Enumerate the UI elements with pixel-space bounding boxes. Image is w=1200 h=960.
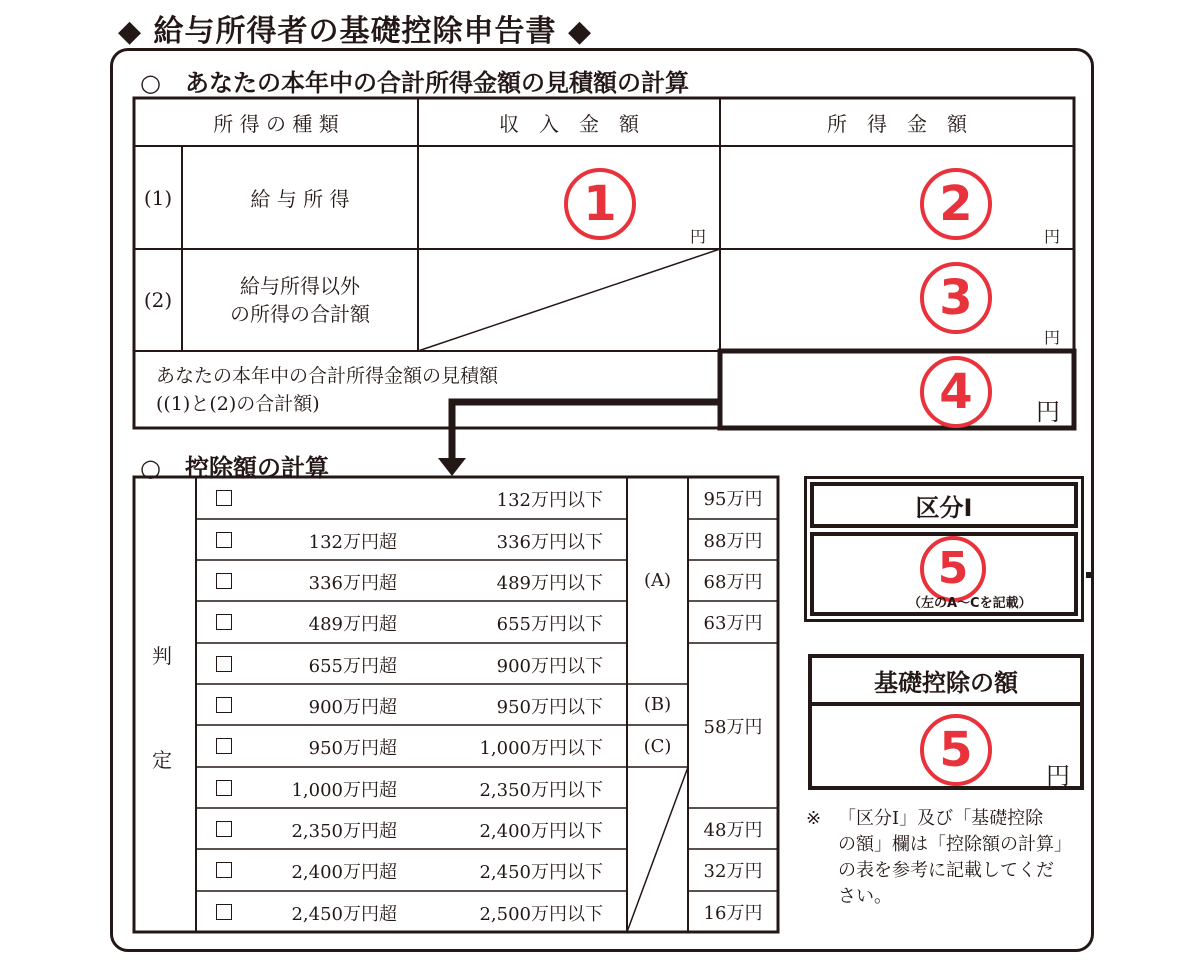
range-to: 2,400万円以下 bbox=[479, 821, 603, 842]
footnote-line2: の額」欄は「控除額の計算」 bbox=[838, 834, 1072, 855]
row2-label-line1: 給与所得以外 bbox=[240, 274, 360, 298]
range-checkbox[interactable] bbox=[216, 862, 232, 878]
range-row bbox=[196, 643, 627, 684]
section2-heading: ○ 控除額の計算 bbox=[140, 454, 329, 482]
kubun-tick bbox=[1086, 572, 1092, 578]
range-to: 900万円以下 bbox=[496, 656, 603, 677]
row1-label: 給 与 所 得 bbox=[250, 187, 350, 211]
total-label-line2: ((1)と(2)の合計額) bbox=[156, 393, 320, 415]
amount-63: 63万円 bbox=[703, 613, 763, 634]
header-income-type: 所 得 の 種 類 bbox=[213, 111, 339, 136]
range-from: 950万円超 bbox=[308, 738, 397, 759]
range-checkbox[interactable] bbox=[216, 614, 232, 630]
range-from: 2,350万円超 bbox=[291, 821, 397, 842]
range-to: 336万円以下 bbox=[496, 532, 603, 553]
range-rows bbox=[196, 477, 627, 932]
range-to: 2,500万円以下 bbox=[479, 904, 603, 925]
range-checkbox[interactable] bbox=[216, 697, 232, 713]
footnote-line3: の表を参考に記載してくだ bbox=[838, 860, 1054, 881]
row1-amount-yen: 円 bbox=[1044, 227, 1061, 246]
header-income-total: 所 得 金 額 bbox=[827, 111, 967, 136]
range-row bbox=[196, 891, 627, 932]
range-row bbox=[196, 725, 627, 767]
range-row bbox=[196, 684, 627, 725]
amount-32: 32万円 bbox=[703, 861, 763, 882]
mark-2: 2 bbox=[920, 168, 992, 240]
range-checkbox[interactable] bbox=[216, 738, 232, 754]
range-row bbox=[196, 849, 627, 891]
row1-income-yen: 円 bbox=[690, 227, 707, 246]
row1-number: (1) bbox=[143, 185, 173, 210]
range-to: 2,350万円以下 bbox=[479, 780, 603, 801]
range-checkbox[interactable] bbox=[216, 656, 232, 672]
mark-1: 1 bbox=[564, 168, 636, 240]
range-checkbox[interactable] bbox=[216, 904, 232, 920]
range-from: 132万円超 bbox=[308, 532, 397, 553]
range-from: 2,450万円超 bbox=[291, 904, 397, 925]
range-from: 2,400万円超 bbox=[291, 862, 397, 883]
range-to: 489万円以下 bbox=[496, 573, 603, 594]
footnote-line4: さい。 bbox=[838, 886, 892, 907]
judge-label-bottom: 定 bbox=[152, 748, 172, 772]
form-title: ◆ 給与所得者の基礎控除申告書 ◆ bbox=[118, 14, 593, 49]
range-row bbox=[196, 560, 627, 601]
footnote bbox=[838, 806, 1072, 910]
range-to: 2,450万円以下 bbox=[479, 862, 603, 883]
header-income-amount: 収 入 金 額 bbox=[499, 111, 639, 136]
row2-amount-yen: 円 bbox=[1044, 328, 1061, 347]
kubun-header: 区分Ⅰ bbox=[810, 482, 1078, 528]
judge-label-top: 判 bbox=[152, 644, 172, 668]
range-row bbox=[196, 767, 627, 808]
range-checkbox[interactable] bbox=[216, 573, 232, 589]
mark-5-deduction: 5 bbox=[920, 714, 992, 786]
range-from: 655万円超 bbox=[308, 656, 397, 677]
mark-3: 3 bbox=[920, 262, 992, 334]
range-from: 1,000万円超 bbox=[291, 780, 397, 801]
amount-16: 16万円 bbox=[703, 902, 763, 924]
range-checkbox[interactable] bbox=[216, 780, 232, 796]
range-to: 655万円以下 bbox=[496, 614, 603, 635]
range-to: 1,000万円以下 bbox=[479, 738, 603, 759]
range-to: 132万円以下 bbox=[496, 490, 603, 511]
amount-58: 58万円 bbox=[703, 716, 763, 738]
category-a: (A) bbox=[643, 570, 672, 591]
range-checkbox[interactable] bbox=[216, 490, 232, 506]
range-row bbox=[196, 519, 627, 560]
range-checkbox[interactable] bbox=[216, 821, 232, 837]
footnote-line1: 「区分Ⅰ」及び「基礎控除 bbox=[838, 808, 1044, 829]
range-row bbox=[196, 477, 627, 519]
range-from: 900万円超 bbox=[308, 697, 397, 718]
category-b: (B) bbox=[643, 694, 672, 715]
total-label-line1: あなたの本年中の合計所得金額の見積額 bbox=[156, 365, 499, 387]
amount-95: 95万円 bbox=[703, 489, 763, 510]
range-row bbox=[196, 808, 627, 849]
deduction-header: 基礎控除の額 bbox=[808, 654, 1084, 706]
range-checkbox[interactable] bbox=[216, 532, 232, 548]
range-from: 489万円超 bbox=[308, 614, 397, 635]
range-to: 950万円以下 bbox=[496, 697, 603, 718]
amount-88: 88万円 bbox=[703, 530, 763, 552]
mark-5-kubun: 5 bbox=[920, 536, 986, 602]
section1-heading: ○ あなたの本年中の合計所得金額の見積額の計算 bbox=[140, 69, 689, 97]
row2-number: (2) bbox=[143, 288, 173, 312]
footnote-mark: ※ bbox=[806, 808, 822, 829]
amount-68: 68万円 bbox=[703, 571, 763, 593]
total-yen: 円 bbox=[1036, 398, 1060, 426]
row2-label-line2: の所得の合計額 bbox=[230, 302, 370, 326]
amount-48: 48万円 bbox=[703, 819, 763, 841]
range-from: 336万円超 bbox=[308, 573, 397, 594]
kubun-note: （左のA〜Cを記載） bbox=[908, 596, 1032, 611]
deduction-yen: 円 bbox=[1046, 762, 1070, 790]
mark-4: 4 bbox=[920, 356, 992, 428]
category-c: (C) bbox=[643, 735, 672, 757]
range-row bbox=[196, 601, 627, 643]
